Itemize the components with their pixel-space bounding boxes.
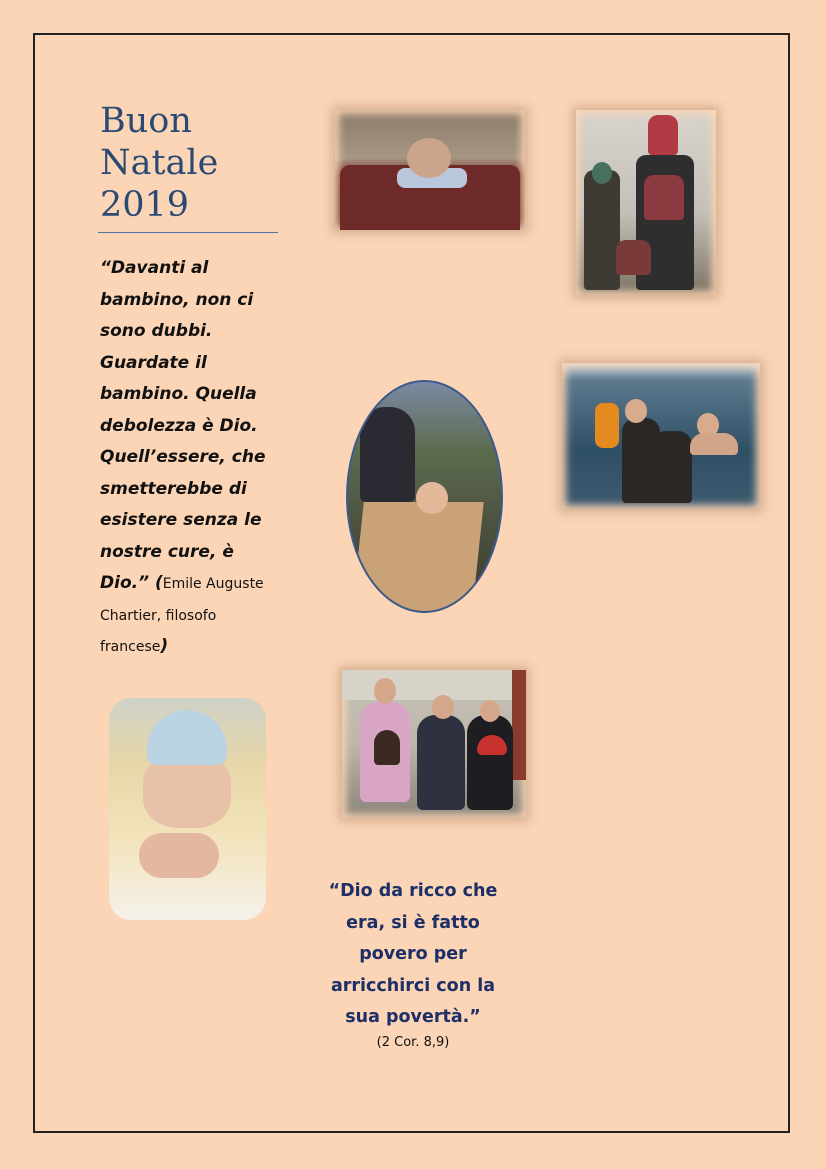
child-head-shape: [407, 138, 451, 178]
left-quote: [100, 253, 275, 663]
title-line-2: Natale: [100, 143, 219, 183]
bottom-quote: “Dio da ricco che era, si è fatto povero per arricchirci con la sua povertà.”: [328, 881, 498, 1027]
title-line-3: 2019: [100, 185, 190, 225]
figure-woman-left: [584, 170, 620, 290]
photo-child-in-cardboard-box: [346, 380, 503, 613]
life-vest-shape: [595, 403, 619, 448]
newborn-cap-shape: [147, 710, 227, 765]
photo-grandmothers-with-children: [342, 670, 526, 818]
child-left-shape: [374, 730, 400, 765]
left-quote-open-paren: (: [154, 573, 163, 593]
woman-pink-head: [374, 678, 396, 704]
woman-black-shape: [467, 715, 513, 810]
newborn-hand-shape: [139, 833, 219, 878]
cardboard-box-shape: [352, 502, 484, 612]
left-quote-text: “Davanti al bambino, non ci sono dubbi. Guardate il bambino. Quella debolezza è Dio. Quell’essere, che smetterebbe di esistere senza le nostre cure, è Dio.”: [100, 258, 266, 593]
left-quote-attribution: Emile Auguste Chartier, filosofo francese: [100, 576, 264, 655]
bottom-quote-reference: (2 Cor. 8,9): [376, 1035, 450, 1050]
title-divider: [98, 232, 278, 233]
figure-headscarf: [592, 162, 612, 184]
rescuer-head: [625, 399, 647, 423]
page-title: [100, 100, 280, 226]
title-line-1: Buon: [100, 101, 192, 141]
swimmer-shoulders: [690, 433, 738, 455]
woman-floral-shape: [417, 715, 465, 810]
photo-sea-rescue: [562, 363, 760, 509]
photo-child-on-suitcase: [335, 110, 525, 230]
figure-bag-low: [616, 240, 651, 275]
woman-shape: [652, 431, 692, 503]
figure-child-shoulders: [648, 115, 678, 155]
photo-newborn-baby: [109, 698, 266, 920]
left-quote-close-paren: ): [160, 636, 169, 656]
door-shape: [512, 670, 526, 780]
figure-bag: [644, 175, 684, 220]
woman-black-head: [480, 700, 500, 722]
baby-head-shape: [416, 482, 448, 514]
wall-shape: [342, 670, 526, 700]
woman-floral-head: [432, 695, 454, 719]
photo-refugee-family-walking: [576, 110, 716, 295]
mother-shape: [360, 407, 415, 502]
